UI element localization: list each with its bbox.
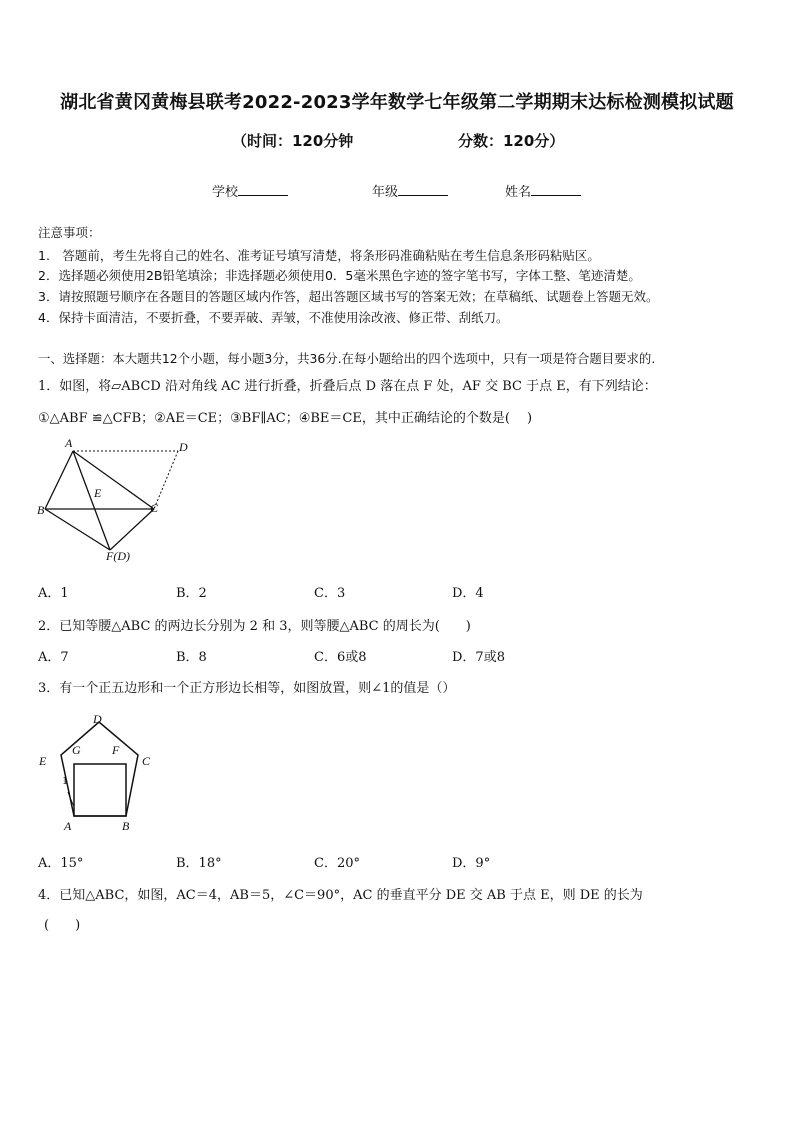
exam-time: （时间：120分钟	[232, 132, 354, 150]
q3-angle-label: 1	[62, 773, 68, 787]
q3-label-g: G	[72, 743, 81, 757]
q1-option-a[interactable]: A．1	[38, 586, 69, 601]
q3-label-c: C	[142, 754, 151, 768]
q2-option-b[interactable]: B．8	[176, 650, 207, 665]
q3-figure	[34, 708, 164, 838]
q1-text: 1．如图，将▱ABCD 沿对角线 AC 进行折叠，折叠后点 D 落在点 F 处，AF 交 BC 于点 E，有下列结论：	[38, 379, 657, 394]
grade-blank[interactable]	[398, 183, 448, 196]
q1-option-c[interactable]: C．3	[314, 586, 346, 601]
note-item: 1. 答题前，考生先将自己的姓名、准考证号填写清楚，将条形码准确粘贴在考生信息条形码粘贴区。	[38, 248, 600, 263]
school-field[interactable]	[212, 181, 288, 200]
q3-label-f: F	[112, 743, 120, 757]
q3-label-a: A	[64, 819, 72, 833]
q1-text: ①△ABF ≌△CFB；②AE＝CE；③BF∥AC；④BE＝CE，其中正确结论的个数是( )	[38, 411, 533, 426]
section-heading: 一、选择题：本大题共12个小题，每小题3分，共36分.在每小题给出的四个选项中，只有一项是符合题目要求的.	[38, 351, 656, 366]
exam-title: 湖北省黄冈黄梅县联考2022-2023学年数学七年级第二学期期末达标检测模拟试题	[60, 92, 734, 113]
q1-label-d: D	[179, 440, 188, 454]
q1-label-e: E	[94, 486, 102, 500]
q3-option-a[interactable]: A．15°	[38, 856, 84, 871]
q1-option-b[interactable]: B．2	[176, 586, 207, 601]
q4-paren: ( )	[44, 918, 81, 933]
q2-option-a[interactable]: A．7	[38, 650, 69, 665]
q2-text: 2．已知等腰△ABC 的两边长分别为 2 和 3，则等腰△ABC 的周长为( )	[38, 619, 471, 634]
notes-heading: 注意事项：	[38, 225, 101, 240]
q3-option-b[interactable]: B．18°	[176, 856, 222, 871]
q3-text: 3．有一个正五边形和一个正方形边长相等，如图放置，则∠1的值是（）	[38, 681, 456, 696]
q3-label-b: B	[122, 819, 130, 833]
q3-option-c[interactable]: C．20°	[314, 856, 360, 871]
grade-field[interactable]	[372, 181, 448, 200]
q2-option-c[interactable]: C．6或8	[314, 650, 367, 665]
grade-label: 年级	[372, 185, 399, 200]
note-item: 4．保持卡面清洁，不要折叠，不要弄破、弄皱，不准使用涂改液、修正带、刮纸刀。	[38, 310, 509, 325]
name-field[interactable]	[505, 181, 581, 200]
q1-label-b: B	[37, 503, 45, 517]
q1-label-a: A	[65, 436, 73, 450]
q1-label-f: F(D)	[106, 549, 130, 563]
note-item: 2．选择题必须使用2B铅笔填涂；非选择题必须使用0．5毫米黑色字迹的签字笔书写，字体工整、笔迹清楚。	[38, 268, 641, 283]
note-item: 3．请按照题号顺序在各题目的答题区域内作答，超出答题区域书写的答案无效；在草稿纸、试题卷上答题无效。	[38, 289, 659, 304]
school-blank[interactable]	[238, 183, 288, 196]
q1-option-d[interactable]: D．4	[452, 586, 484, 601]
q3-label-d: D	[93, 712, 102, 726]
q2-option-d[interactable]: D．7或8	[452, 650, 505, 665]
name-blank[interactable]	[531, 183, 581, 196]
school-label: 学校	[212, 185, 239, 200]
q1-figure	[34, 434, 204, 566]
q3-label-e: E	[39, 754, 47, 768]
q4-text: 4．已知△ABC，如图，AC＝4，AB＝5，∠C＝90°，AC 的垂直平分 DE 交 AB 于点 E，则 DE 的长为	[38, 888, 643, 903]
q1-label-c: C	[150, 501, 159, 515]
exam-score: 分数：120分）	[458, 132, 565, 150]
name-label: 姓名	[505, 185, 532, 200]
q3-option-d[interactable]: D．9°	[452, 856, 491, 871]
